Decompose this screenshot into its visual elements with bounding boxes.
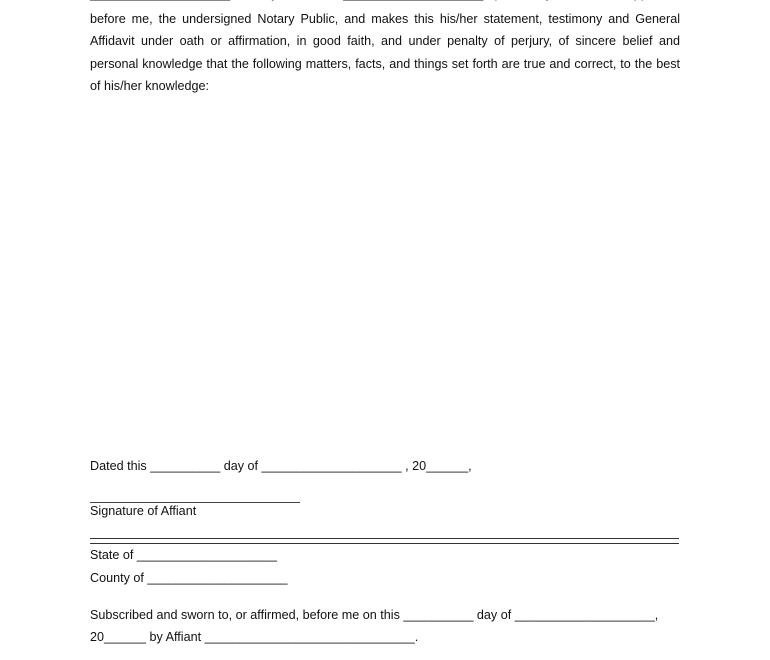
intro-line-0: [90, 0, 680, 1]
subscribed-line-2: 20______ by Affiant ______________________________.: [90, 630, 419, 644]
intro-line-4: of his/her knowledge:: [90, 79, 210, 93]
signature-rule: [90, 502, 300, 503]
dated-line: Dated this __________ day of ____________________ , 20______,: [90, 459, 472, 473]
intro-line-2: Affidavit under oath or affirmation, in good faith, and under penalty of perjury, of sincere belief and: [90, 34, 680, 48]
subscribed-line-1: Subscribed and sworn to, or affirmed, before me on this __________ day of ____________________,: [90, 608, 659, 622]
section-divider: [90, 538, 679, 544]
intro-line-1: before me, the undersigned Notary Public, and makes this his/her statement, testimony and General: [90, 12, 680, 26]
intro-line-3: personal knowledge that the following matters, facts, and things set forth are true and correct, to the best: [90, 57, 680, 71]
signature-label: Signature of Affiant: [90, 504, 197, 518]
state-line: State of ____________________: [90, 548, 277, 562]
county-line: County of ____________________: [90, 571, 288, 585]
